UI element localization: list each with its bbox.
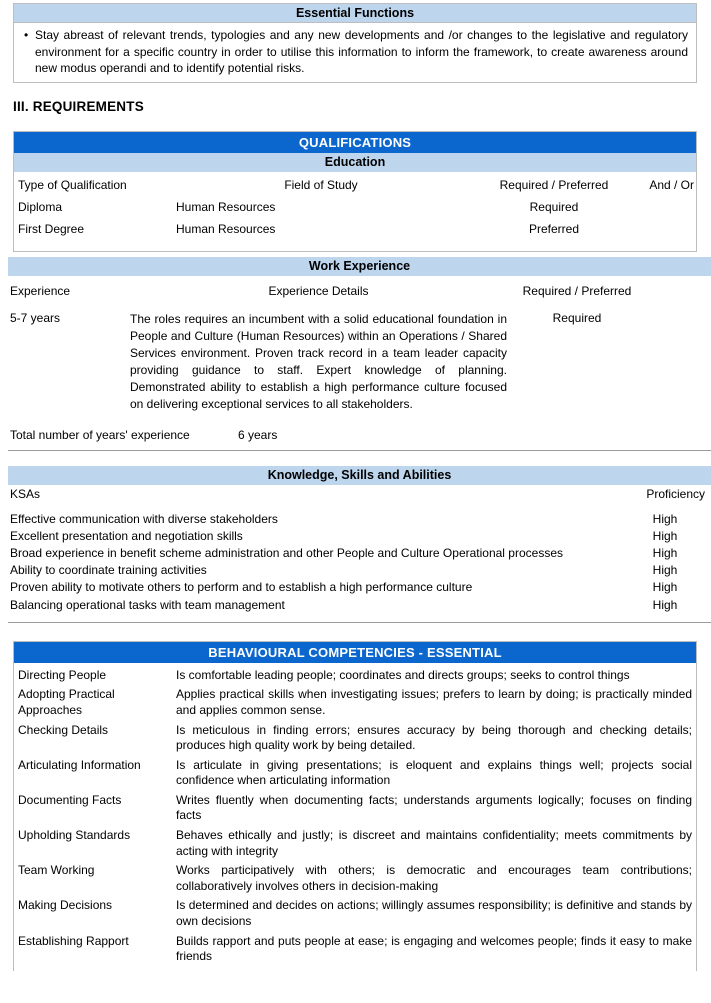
ksa-text-cell: Proven ability to motivate others to perform and to establish a high performance culture bbox=[10, 580, 473, 595]
qualification-type-cell: First Degree bbox=[18, 221, 85, 236]
col-header-required-preferred: Required / Preferred bbox=[499, 177, 609, 192]
qualifications-header: QUALIFICATIONS bbox=[14, 132, 696, 153]
col-header-ksas: KSAs bbox=[10, 486, 41, 501]
col-header-required-preferred: Required / Preferred bbox=[522, 283, 632, 298]
competency-description-cell: Builds rapport and puts people at ease; is engaging and welcomes people; finds it easy to make friends bbox=[176, 933, 692, 964]
education-column-headers bbox=[14, 172, 696, 192]
ksa-text-cell: Broad experience in benefit scheme administration and other People and Culture Operational processes bbox=[10, 545, 563, 560]
and-or-cell bbox=[642, 222, 694, 236]
table-row bbox=[18, 719, 692, 754]
ksa-text-cell: Effective communication with diverse stakeholders bbox=[10, 511, 278, 526]
proficiency-cell: High bbox=[652, 580, 678, 595]
work-experience-header: Work Experience bbox=[8, 257, 711, 276]
table-row bbox=[18, 894, 692, 929]
table-row bbox=[18, 663, 692, 684]
table-row bbox=[14, 200, 696, 214]
section-divider-line bbox=[8, 450, 711, 451]
and-or-cell bbox=[642, 200, 694, 214]
essential-functions-body bbox=[14, 23, 696, 82]
proficiency-cell: High bbox=[652, 528, 678, 543]
requirements-section-heading: III. REQUIREMENTS bbox=[13, 98, 144, 114]
table-row bbox=[8, 528, 711, 545]
total-experience-label: Total number of years' experience bbox=[10, 427, 190, 442]
total-experience-value: 6 years bbox=[238, 427, 278, 442]
required-preferred-cell: Required bbox=[552, 310, 602, 325]
table-row bbox=[18, 683, 692, 718]
qualification-type-cell: Diploma bbox=[18, 199, 63, 214]
competency-description-cell: Applies practical skills when investigating issues; prefers to learn by doing; is practically minded and applies common sense. bbox=[176, 687, 692, 717]
ksa-section bbox=[8, 466, 711, 623]
competency-name-cell: Upholding Standards bbox=[18, 828, 131, 843]
essential-functions-bullet-text: Stay abreast of relevant trends, typologies and any new developments and /or changes to the legislative and regulatory environment for a specific country in order to utilise this information to inform the framework, to create awareness around new modus operandi and to identify potential risks. bbox=[35, 28, 688, 75]
bullet-icon: • bbox=[24, 28, 29, 42]
competency-name-cell: Team Working bbox=[18, 863, 95, 878]
table-row bbox=[18, 789, 692, 824]
col-header-empty bbox=[647, 284, 711, 298]
experience-details-cell: The roles requires an incumbent with a solid educational foundation in People and Culture (Human Resources) within an Operations / Shared Services environment. Proven track record in a team leader capacity providing guidance to staff. Expert knowledge of planning. Demonstrated ability to establish a high performance culture focused on delivering exceptional services to all stakeholders. bbox=[130, 311, 507, 411]
ksa-column-headers bbox=[8, 487, 711, 501]
table-row bbox=[8, 562, 711, 579]
competency-name-cell: Establishing Rapport bbox=[18, 933, 129, 948]
field-of-study-cell: Human Resources bbox=[176, 221, 276, 236]
col-header-experience: Experience bbox=[10, 283, 71, 298]
competency-description-cell: Is articulate in giving presentations; is eloquent and explains things well; projects social confidence when articulating information bbox=[176, 757, 692, 788]
table-row bbox=[14, 222, 696, 236]
ksa-text-cell: Ability to coordinate training activities bbox=[10, 563, 207, 578]
competency-description-cell: Works participatively with others; is democratic and encourages team contributions; collaboratively involves others in decision-making bbox=[176, 863, 692, 893]
proficiency-cell: High bbox=[652, 545, 678, 560]
competency-name-cell: Documenting Facts bbox=[18, 792, 122, 807]
competency-name-cell: Making Decisions bbox=[18, 898, 113, 913]
work-experience-section bbox=[8, 257, 711, 442]
competency-description-cell: Is meticulous in finding errors; ensures accuracy by being thorough and checking details; produces high quality work by being detailed. bbox=[176, 722, 692, 753]
experience-years-cell: 5-7 years bbox=[10, 310, 61, 325]
competency-name-cell: Checking Details bbox=[18, 722, 109, 737]
competency-name-cell: Adopting Practical Approaches bbox=[18, 687, 115, 717]
work-experience-column-headers bbox=[8, 284, 711, 298]
required-preferred-cell: Preferred bbox=[528, 221, 580, 236]
competency-description-cell: Behaves ethically and justly; is discreet and maintains confidentiality; meets commitments by acting with integrity bbox=[176, 828, 692, 858]
field-of-study-cell: Human Resources bbox=[176, 199, 276, 214]
col-header-proficiency: Proficiency bbox=[646, 486, 705, 501]
competency-description-cell: Writes fluently when documenting facts; understands arguments logically; focuses on finding facts bbox=[176, 792, 692, 823]
table-row bbox=[8, 511, 711, 528]
competency-name-cell: Articulating Information bbox=[18, 757, 141, 772]
proficiency-cell: High bbox=[652, 597, 678, 612]
col-header-field-of-study: Field of Study bbox=[284, 177, 358, 192]
behavioural-competencies-table bbox=[13, 641, 697, 971]
qualifications-table bbox=[13, 131, 697, 252]
table-row bbox=[8, 311, 711, 413]
education-subheader: Education bbox=[14, 153, 696, 172]
behavioural-competencies-rows bbox=[14, 663, 696, 971]
competency-description-cell: Is comfortable leading people; coordinates and directs groups; seeks to control things bbox=[176, 667, 630, 682]
table-row bbox=[18, 930, 692, 965]
ksa-text-cell: Balancing operational tasks with team management bbox=[10, 597, 285, 612]
proficiency-cell: High bbox=[652, 511, 678, 526]
empty-cell bbox=[647, 311, 711, 413]
col-header-and-or: And / Or bbox=[649, 177, 694, 192]
essential-functions-header: Essential Functions bbox=[14, 4, 696, 23]
competency-name-cell: Directing People bbox=[18, 667, 107, 682]
ksa-rows bbox=[8, 511, 711, 614]
col-header-type-of-qualification: Type of Qualification bbox=[18, 177, 127, 192]
table-row bbox=[8, 597, 711, 614]
essential-functions-table bbox=[13, 3, 697, 83]
required-preferred-cell: Required bbox=[529, 199, 579, 214]
competency-description-cell: Is determined and decides on actions; willingly assumes responsibility; is definitive and stands by own decisions bbox=[176, 898, 692, 929]
table-row bbox=[18, 859, 692, 894]
table-row bbox=[8, 545, 711, 562]
table-row bbox=[18, 824, 692, 859]
proficiency-cell: High bbox=[652, 563, 678, 578]
table-row bbox=[18, 754, 692, 789]
behavioural-competencies-header: BEHAVIOURAL COMPETENCIES - ESSENTIAL bbox=[14, 642, 696, 663]
total-experience-row bbox=[8, 428, 711, 442]
essential-functions-bullet-item bbox=[22, 27, 688, 77]
table-spacer bbox=[14, 236, 696, 251]
table-row bbox=[8, 579, 711, 596]
ksa-header: Knowledge, Skills and Abilities bbox=[8, 466, 711, 485]
col-header-experience-details: Experience Details bbox=[268, 283, 369, 298]
ksa-text-cell: Excellent presentation and negotiation skills bbox=[10, 528, 243, 543]
